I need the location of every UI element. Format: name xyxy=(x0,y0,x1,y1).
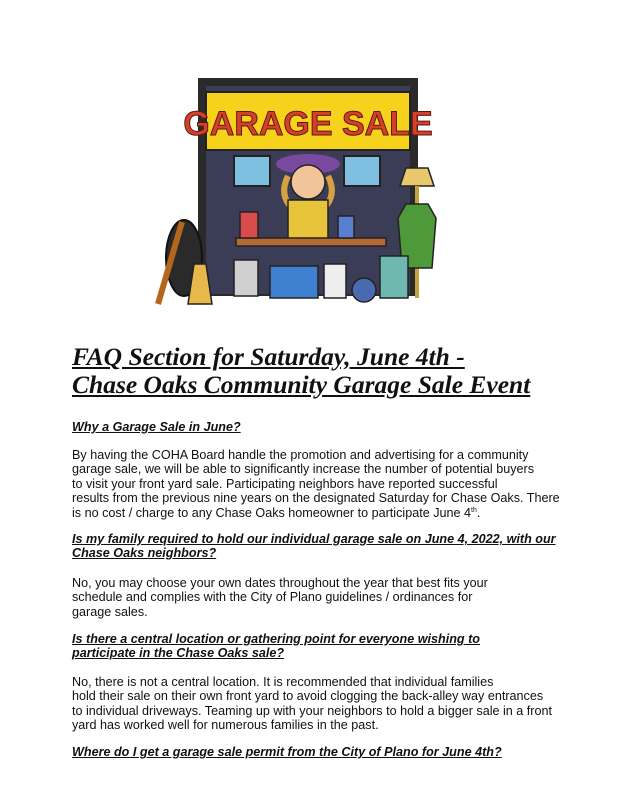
question-line: Chase Oaks neighbors? xyxy=(72,546,217,560)
title-line-2: Chase Oaks Community Garage Sale Event xyxy=(72,370,531,399)
page-title xyxy=(72,343,592,399)
lantern xyxy=(234,260,258,296)
ordinal-suffix: th xyxy=(471,506,477,514)
question-line: Is there a central location or gathering point for everyone wishing to xyxy=(72,632,480,646)
faq-answer-2 xyxy=(72,576,592,619)
answer-line: to individual driveways. Teaming up with your neighbors to hold a bigger sale in a front xyxy=(72,703,553,718)
table xyxy=(236,238,386,246)
box-item xyxy=(338,216,354,238)
answer-line: schedule and complies with the City of Plano guidelines / ordinances for xyxy=(72,590,473,605)
question-line: participate in the Chase Oaks sale? xyxy=(72,646,285,660)
boots xyxy=(324,264,346,298)
answer-line: hold their sale on their own front yard to avoid clogging the back-alley way entrances xyxy=(72,689,544,704)
question-line: Is my family required to hold our individual garage sale on June 4, 2022, with our xyxy=(72,532,556,546)
faq-question-2 xyxy=(72,532,592,560)
watering-can xyxy=(270,266,318,298)
ball xyxy=(352,278,376,302)
window-right xyxy=(344,156,380,186)
title-line-1: FAQ Section for Saturday, June 4th - xyxy=(72,342,465,371)
answer-line: No, you may choose your own dates throughout the year that best fits your xyxy=(72,576,488,590)
window-left xyxy=(234,156,270,186)
pitcher xyxy=(240,212,258,238)
answer-line: By having the COHA Board handle the promotion and advertising for a community xyxy=(72,448,529,462)
faq-question-4: Where do I get a garage sale permit from the City of Plano for June 4th? xyxy=(72,745,502,759)
faq-answer-1 xyxy=(72,448,592,520)
answer-line: to visit your front yard sale. Participating neighbors have reported successful xyxy=(72,476,498,491)
faq-question-3 xyxy=(72,632,592,660)
sign-text: GARAGE SALE xyxy=(183,105,433,143)
apron xyxy=(288,200,328,240)
faq-question-1: Why a Garage Sale in June? xyxy=(72,420,241,434)
answer-line-last xyxy=(72,506,592,520)
answer-line: yard has worked well for numerous families in the past. xyxy=(72,718,379,733)
answer-period: . xyxy=(476,505,481,520)
answer-line: garage sales. xyxy=(72,604,148,619)
answer-line: results from the previous nine years on the designated Saturday for Chase Oaks. There xyxy=(72,491,560,506)
faq-answer-3 xyxy=(72,675,592,733)
milk-can xyxy=(380,256,408,298)
garage-sale-illustration xyxy=(148,72,460,312)
answer-text: is no cost / charge to any Chase Oaks homeowner to participate June 4 xyxy=(72,505,472,520)
answer-line: garage sale, we will be able to significantly increase the number of potential buyers xyxy=(72,462,535,477)
lamp-shade xyxy=(400,168,434,186)
answer-line: No, there is not a central location. It is recommended that individual families xyxy=(72,675,494,689)
face xyxy=(291,165,325,199)
